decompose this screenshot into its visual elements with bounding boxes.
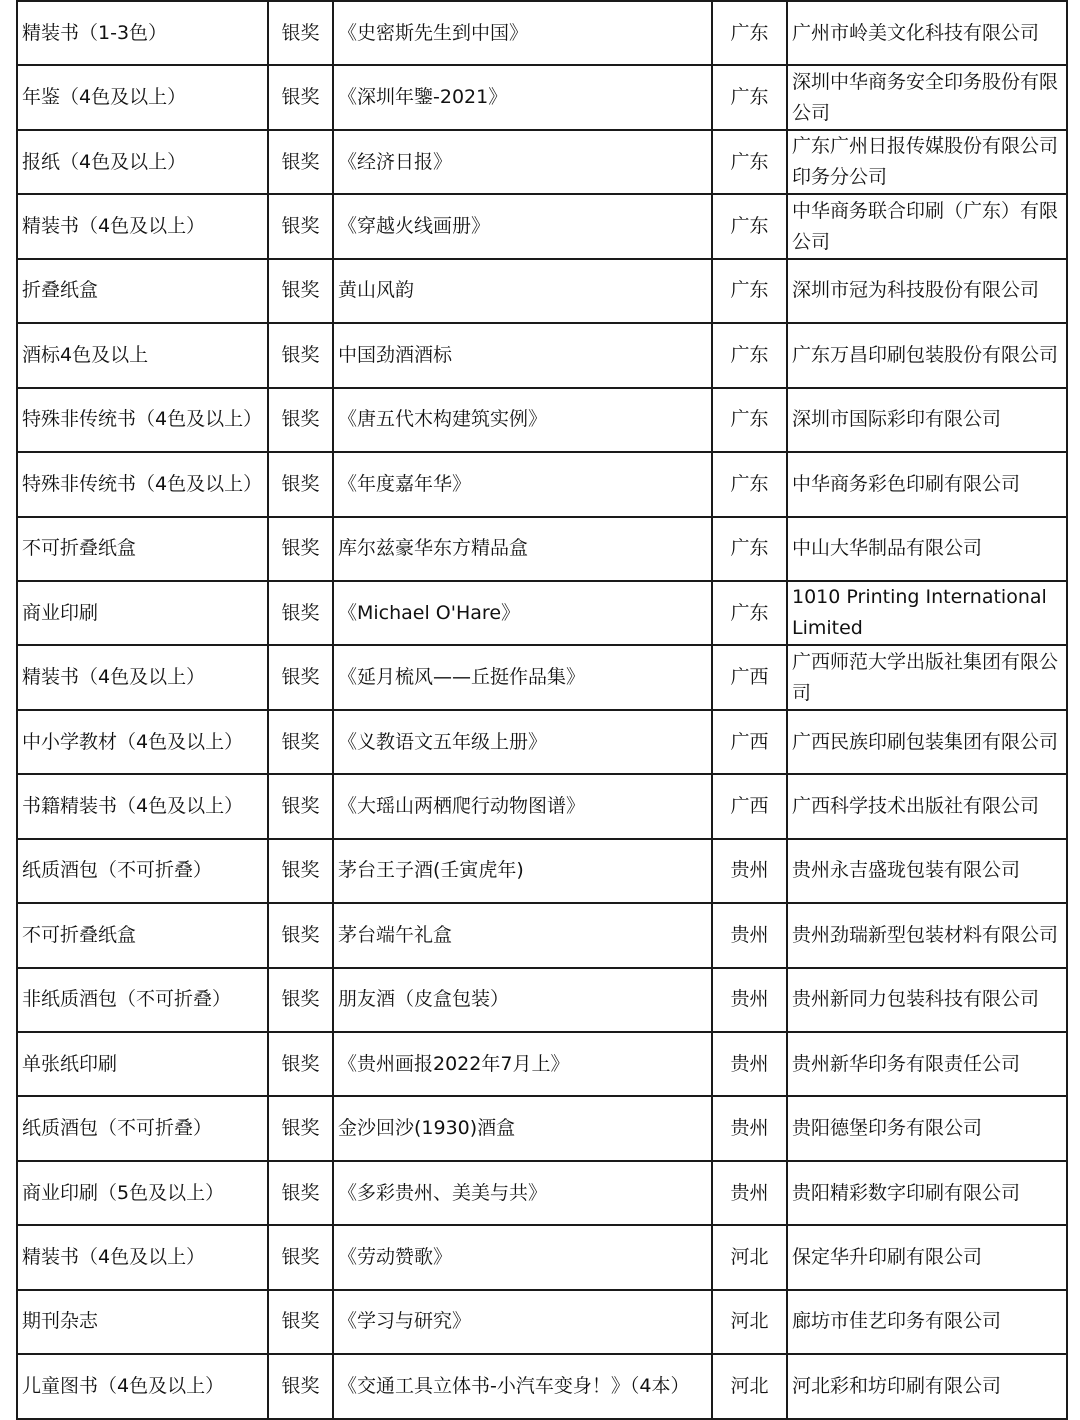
category-cell: 特殊非传统书（4色及以上） [17, 388, 268, 452]
company-cell: 中山大华制品有限公司 [787, 517, 1067, 581]
work-title-cell: 《交通工具立体书-小汽车变身！》（4本） [333, 1354, 712, 1418]
company-cell: 广西师范大学出版社集团有限公司 [787, 645, 1067, 709]
award-cell: 银奖 [268, 65, 333, 129]
work-title-cell: 金沙回沙(1930)酒盒 [333, 1096, 712, 1160]
region-cell: 广东 [712, 581, 787, 645]
award-cell: 银奖 [268, 1290, 333, 1354]
category-cell: 商业印刷 [17, 581, 268, 645]
award-cell: 银奖 [268, 1032, 333, 1096]
work-title-cell: 《Michael O'Hare》 [333, 581, 712, 645]
company-cell: 保定华升印刷有限公司 [787, 1225, 1067, 1289]
work-title-cell: 朋友酒（皮盒包装） [333, 968, 712, 1032]
region-cell: 广西 [712, 774, 787, 838]
category-cell: 酒标4色及以上 [17, 323, 268, 387]
category-cell: 年鉴（4色及以上） [17, 65, 268, 129]
region-cell: 广西 [712, 710, 787, 774]
company-cell: 贵州永吉盛珑包装有限公司 [787, 839, 1067, 903]
company-cell: 广东广州日报传媒股份有限公司印务分公司 [787, 130, 1067, 194]
work-title-cell: 黄山风韵 [333, 259, 712, 323]
company-cell: 贵阳精彩数字印刷有限公司 [787, 1161, 1067, 1225]
region-cell: 广东 [712, 517, 787, 581]
company-cell: 广州市岭美文化科技有限公司 [787, 1, 1067, 65]
award-cell: 银奖 [268, 130, 333, 194]
company-cell: 贵州新华印务有限责任公司 [787, 1032, 1067, 1096]
table-row [17, 194, 1067, 258]
award-cell: 银奖 [268, 839, 333, 903]
category-cell: 报纸（4色及以上） [17, 130, 268, 194]
category-cell: 精装书（1-3色） [17, 1, 268, 65]
table-row [17, 452, 1067, 516]
category-cell: 纸质酒包（不可折叠） [17, 1096, 268, 1160]
award-cell: 银奖 [268, 452, 333, 516]
table-row [17, 774, 1067, 838]
table-row [17, 968, 1067, 1032]
category-cell: 书籍精装书（4色及以上） [17, 774, 268, 838]
company-cell: 1010 Printing International Limited [787, 581, 1067, 645]
award-cell: 银奖 [268, 323, 333, 387]
company-cell: 廊坊市佳艺印务有限公司 [787, 1290, 1067, 1354]
category-cell: 期刊杂志 [17, 1290, 268, 1354]
table-row [17, 645, 1067, 709]
region-cell: 广东 [712, 259, 787, 323]
region-cell: 广东 [712, 65, 787, 129]
region-cell: 广西 [712, 645, 787, 709]
category-cell: 精装书（4色及以上） [17, 194, 268, 258]
awards-table-container [16, 0, 1066, 1420]
company-cell: 贵阳德堡印务有限公司 [787, 1096, 1067, 1160]
table-row [17, 903, 1067, 967]
award-cell: 银奖 [268, 968, 333, 1032]
company-cell: 中华商务联合印刷（广东）有限公司 [787, 194, 1067, 258]
category-cell: 纸质酒包（不可折叠） [17, 839, 268, 903]
work-title-cell: 《深圳年鑒-2021》 [333, 65, 712, 129]
region-cell: 贵州 [712, 1161, 787, 1225]
table-row [17, 710, 1067, 774]
company-cell: 广西科学技术出版社有限公司 [787, 774, 1067, 838]
work-title-cell: 《年度嘉年华》 [333, 452, 712, 516]
company-cell: 贵州劲瑞新型包装材料有限公司 [787, 903, 1067, 967]
category-cell: 不可折叠纸盒 [17, 903, 268, 967]
work-title-cell: 《大瑶山两栖爬行动物图谱》 [333, 774, 712, 838]
table-row [17, 65, 1067, 129]
table-row [17, 130, 1067, 194]
award-cell: 银奖 [268, 1225, 333, 1289]
category-cell: 中小学教材（4色及以上） [17, 710, 268, 774]
company-cell: 深圳市国际彩印有限公司 [787, 388, 1067, 452]
category-cell: 单张纸印刷 [17, 1032, 268, 1096]
award-cell: 银奖 [268, 1161, 333, 1225]
work-title-cell: 中国劲酒酒标 [333, 323, 712, 387]
region-cell: 贵州 [712, 968, 787, 1032]
table-row [17, 1225, 1067, 1289]
category-cell: 折叠纸盒 [17, 259, 268, 323]
region-cell: 广东 [712, 1, 787, 65]
work-title-cell: 库尔兹豪华东方精品盒 [333, 517, 712, 581]
award-cell: 银奖 [268, 774, 333, 838]
work-title-cell: 《唐五代木构建筑实例》 [333, 388, 712, 452]
award-cell: 银奖 [268, 259, 333, 323]
work-title-cell: 《经济日报》 [333, 130, 712, 194]
region-cell: 贵州 [712, 1032, 787, 1096]
region-cell: 贵州 [712, 839, 787, 903]
award-cell: 银奖 [268, 517, 333, 581]
awards-table [16, 0, 1068, 1420]
category-cell: 儿童图书（4色及以上） [17, 1354, 268, 1418]
work-title-cell: 《延月梳风——丘挺作品集》 [333, 645, 712, 709]
table-row [17, 581, 1067, 645]
table-row [17, 259, 1067, 323]
table-row [17, 323, 1067, 387]
region-cell: 河北 [712, 1354, 787, 1418]
company-cell: 河北彩和坊印刷有限公司 [787, 1354, 1067, 1418]
award-cell: 银奖 [268, 581, 333, 645]
work-title-cell: 《史密斯先生到中国》 [333, 1, 712, 65]
category-cell: 商业印刷（5色及以上） [17, 1161, 268, 1225]
company-cell: 贵州新同力包装科技有限公司 [787, 968, 1067, 1032]
table-row [17, 1032, 1067, 1096]
company-cell: 深圳市冠为科技股份有限公司 [787, 259, 1067, 323]
table-row [17, 1290, 1067, 1354]
company-cell: 深圳中华商务安全印务股份有限公司 [787, 65, 1067, 129]
award-cell: 银奖 [268, 903, 333, 967]
category-cell: 非纸质酒包（不可折叠） [17, 968, 268, 1032]
award-cell: 银奖 [268, 388, 333, 452]
table-body [17, 1, 1067, 1419]
region-cell: 贵州 [712, 1096, 787, 1160]
award-cell: 银奖 [268, 1, 333, 65]
work-title-cell: 茅台端午礼盒 [333, 903, 712, 967]
table-row [17, 1, 1067, 65]
region-cell: 广东 [712, 130, 787, 194]
award-cell: 银奖 [268, 1354, 333, 1418]
work-title-cell: 《学习与研究》 [333, 1290, 712, 1354]
award-cell: 银奖 [268, 645, 333, 709]
region-cell: 贵州 [712, 903, 787, 967]
table-row [17, 1096, 1067, 1160]
company-cell: 中华商务彩色印刷有限公司 [787, 452, 1067, 516]
table-row [17, 517, 1067, 581]
region-cell: 广东 [712, 388, 787, 452]
category-cell: 特殊非传统书（4色及以上） [17, 452, 268, 516]
table-row [17, 1354, 1067, 1418]
award-cell: 银奖 [268, 194, 333, 258]
work-title-cell: 《贵州画报2022年7月上》 [333, 1032, 712, 1096]
region-cell: 河北 [712, 1225, 787, 1289]
work-title-cell: 《义教语文五年级上册》 [333, 710, 712, 774]
company-cell: 广东万昌印刷包装股份有限公司 [787, 323, 1067, 387]
category-cell: 精装书（4色及以上） [17, 645, 268, 709]
category-cell: 精装书（4色及以上） [17, 1225, 268, 1289]
region-cell: 广东 [712, 194, 787, 258]
region-cell: 广东 [712, 323, 787, 387]
work-title-cell: 茅台王子酒(壬寅虎年) [333, 839, 712, 903]
category-cell: 不可折叠纸盒 [17, 517, 268, 581]
award-cell: 银奖 [268, 710, 333, 774]
table-row [17, 839, 1067, 903]
table-row [17, 1161, 1067, 1225]
work-title-cell: 《穿越火线画册》 [333, 194, 712, 258]
work-title-cell: 《劳动赞歌》 [333, 1225, 712, 1289]
award-cell: 银奖 [268, 1096, 333, 1160]
region-cell: 河北 [712, 1290, 787, 1354]
work-title-cell: 《多彩贵州、美美与共》 [333, 1161, 712, 1225]
region-cell: 广东 [712, 452, 787, 516]
company-cell: 广西民族印刷包装集团有限公司 [787, 710, 1067, 774]
table-row [17, 388, 1067, 452]
